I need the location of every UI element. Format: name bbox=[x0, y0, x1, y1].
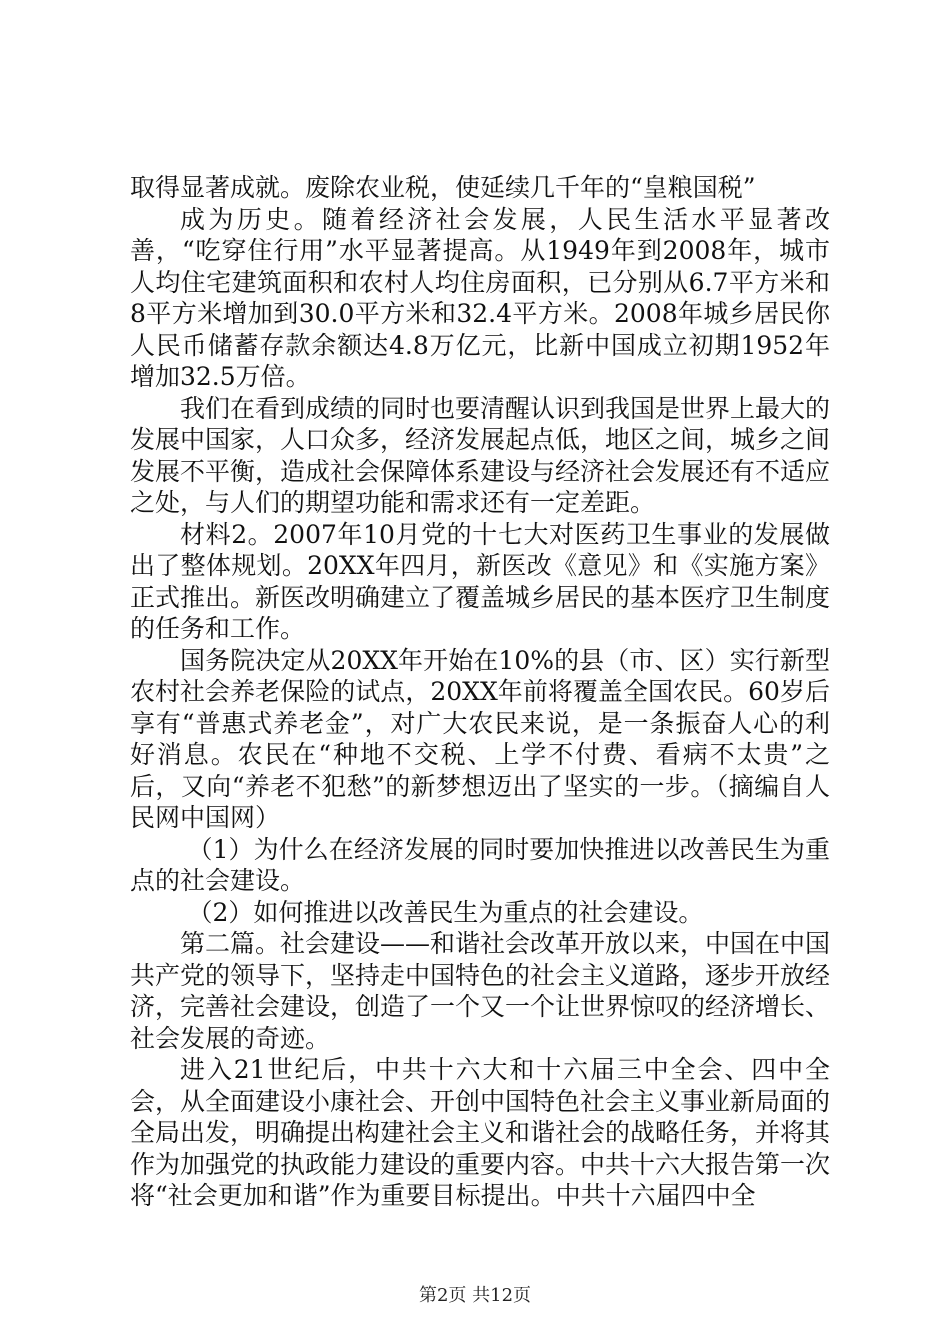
paragraph-last: 进入21世纪后，中共十六大和十六届三中全会、四中全会，从全面建设小康社会、开创中国特色社会主义事业新局面的全局出发，明确提出构建社会主义和谐社会的战略任务，并将其作为加强党的执政能力建设的重要内容。中共十六大报告第一次将“社会更加和谐”作为重要目标提出。中共十六届四中全 bbox=[130, 1055, 831, 1210]
paragraph-part-two: 第二篇。社会建设——和谐社会改革开放以来，中国在中国共产党的领导下，坚持走中国特色的社会主义道路，逐步开放经济，完善社会建设，创造了一个又一个让世界惊叹的经济增长、社会发展的奇迹。 bbox=[130, 929, 831, 1053]
paragraph-4: 材料2。2007年10月党的十七大对医药卫生事业的发展做出了整体规划。20XX年四月，新医改《意见》和《实施方案》正式推出。新医改明确建立了覆盖城乡居民的基本医疗卫生制度的任务和工作。 bbox=[130, 519, 831, 643]
question-1: （1）为什么在经济发展的同时要加快推进以改善民生为重点的社会建设。 bbox=[130, 834, 830, 895]
question-2: （2）如何推进以改善民生为重点的社会建设。 bbox=[187, 897, 704, 927]
page-footer: 第2页 共12页 bbox=[418, 1285, 532, 1306]
paragraph-1: 取得显著成就。废除农业税，使延续几千年的“皇粮国税” bbox=[130, 173, 756, 202]
paragraph-2: 成为历史。随着经济社会发展，人民生活水平显著改善，“吃穿住行用”水平显著提高。从1949年到2008年，城市人均住宅建筑面积和农村人均住房面积，已分别从6.7平方米和8平方米增加到30.0平方米和32.4平方米。2008年城乡居民你人民币储蓄存款余额达4.8万亿元，比新中国成立初期1952年增加32.5万倍。 bbox=[130, 204, 830, 391]
document-body bbox=[130, 172, 830, 1212]
paragraph-3: 我们在看到成绩的同时也要清醒认识到我国是世界上最大的发展中国家，人口众多，经济发展起点低，地区之间，城乡之间发展不平衡，造成社会保障体系建设与经济社会发展还有不适应之处，与人们的期望功能和需求还有一定差距。 bbox=[130, 393, 831, 517]
paragraph-5: 国务院决定从20XX年开始在10%的县（市、区）实行新型农村社会养老保险的试点，20XX年前将覆盖全国农民。60岁后享有“普惠式养老金”，对广大农民来说，是一条振奋人心的利好消息。农民在“种地不交税、上学不付费、看病不太贵”之后，又向“养老不犯愁”的新梦想迈出了坚实的一步。（摘编自人民网中国网） bbox=[130, 645, 830, 832]
